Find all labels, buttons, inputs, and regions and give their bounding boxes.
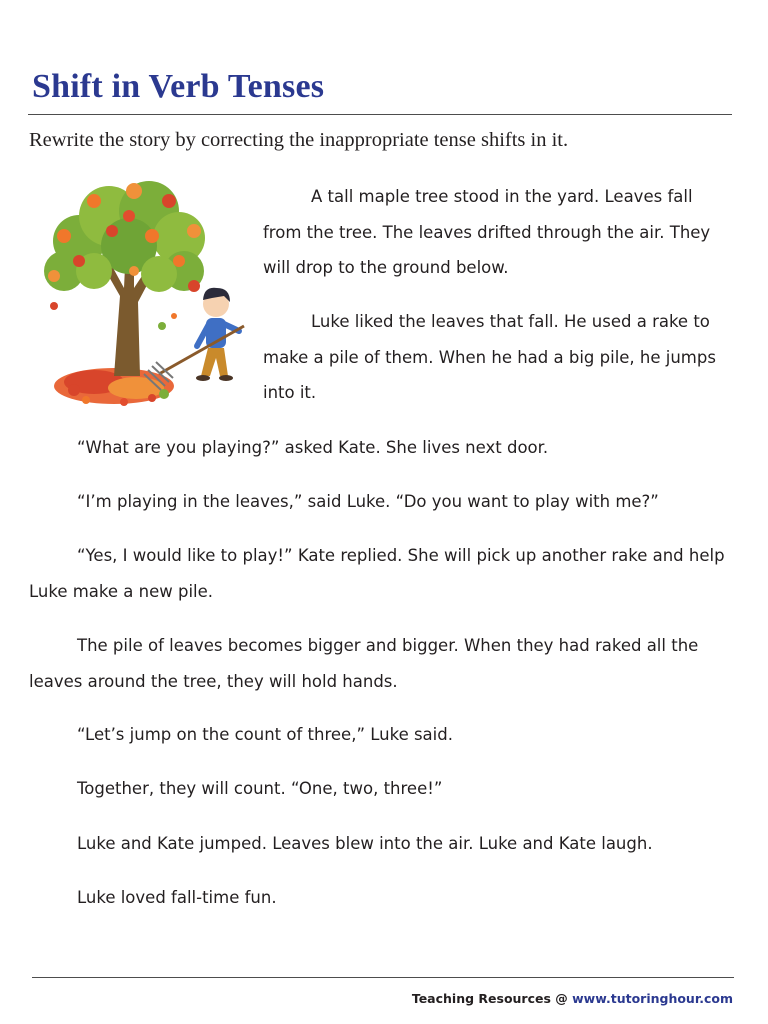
instruction-text: Rewrite the story by correcting the inappropriate tense shifts in it. (29, 129, 569, 151)
story-paragraph: A tall maple tree stood in the yard. Leaves fall from the tree. The leaves drifted through the air. They will drop to the ground below. (263, 187, 711, 277)
footer-divider (32, 977, 734, 978)
leaf-pile (54, 368, 174, 406)
footer-prefix: Teaching Resources @ (411, 991, 573, 1006)
page-title: Shift in Verb Tenses (32, 68, 325, 105)
story-paragraph: Luke loved fall-time fun. (77, 888, 277, 907)
story-paragraph: Together, they will count. “One, two, three!” (77, 779, 443, 798)
story-paragraph: Luke and Kate jumped. Leaves blew into the air. Luke and Kate laugh. (77, 834, 653, 853)
footer (412, 991, 733, 1006)
story-paragraph: “Let’s jump on the count of three,” Luke said. (77, 725, 453, 744)
boy-raking-leaves-icon (34, 176, 250, 412)
story-paragraph: “What are you playing?” asked Kate. She lives next door. (77, 438, 549, 457)
illustration (34, 176, 250, 412)
story-paragraph: Luke liked the leaves that fall. He used a rake to make a pile of them. When he had a big pile, he jumps into it. (263, 312, 716, 402)
tree-canopy (44, 181, 205, 292)
story-paragraph: “I’m playing in the leaves,” said Luke. “Do you want to play with me?” (77, 492, 659, 511)
story-paragraph: The pile of leaves becomes bigger and bigger. When they had raked all the leaves around the tree, they will hold hands. (29, 636, 699, 691)
title-divider (28, 114, 732, 115)
story-paragraph: “Yes, I would like to play!” Kate replied. She will pick up another rake and help Luke make a new pile. (29, 546, 725, 601)
footer-link[interactable]: www.tutoringhour.com (572, 991, 733, 1006)
